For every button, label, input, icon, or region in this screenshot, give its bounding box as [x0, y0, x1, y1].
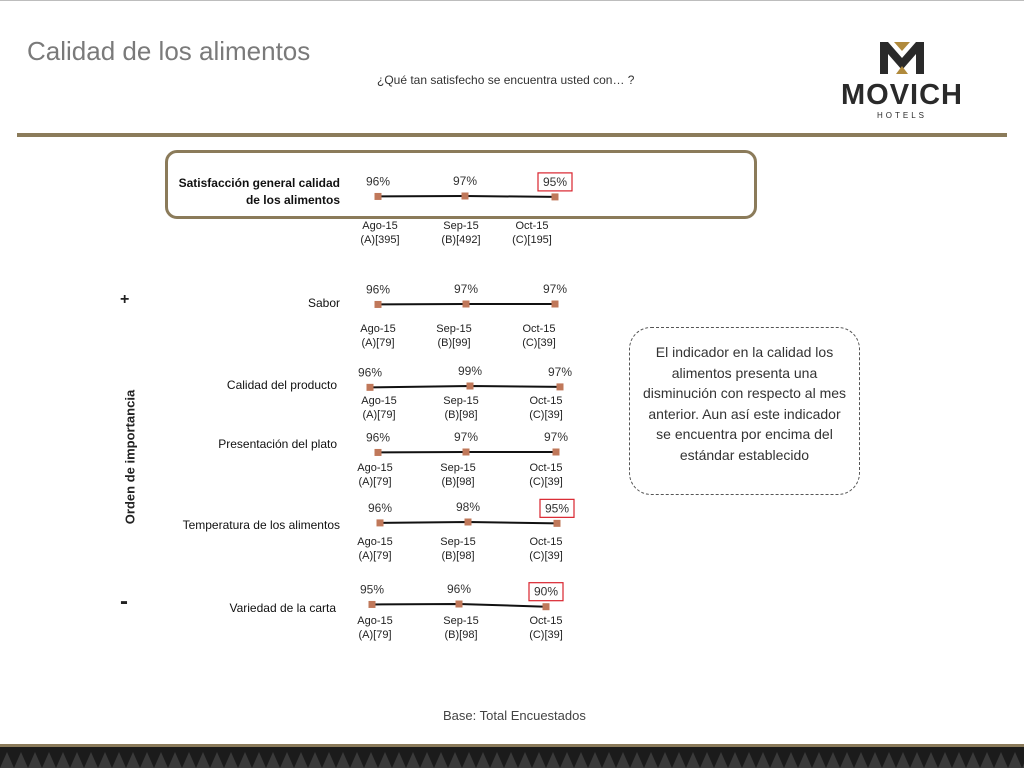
- base-label: (C)[39]: [522, 337, 556, 349]
- base-label: (B)[98]: [441, 476, 475, 488]
- data-point: [557, 383, 564, 390]
- data-label: 90%: [533, 584, 559, 599]
- data-label: 95%: [542, 174, 568, 189]
- data-label: 96%: [367, 500, 393, 515]
- page-title: Calidad de los alimentos: [27, 36, 311, 66]
- data-label: 96%: [357, 365, 383, 380]
- data-point: [369, 601, 376, 608]
- base-label: (B)[98]: [441, 550, 475, 562]
- footer-pattern: [0, 744, 1024, 768]
- category-label: Ago-15: [360, 323, 396, 335]
- row-label-line: de los alimentos: [245, 193, 340, 207]
- chart-3: [357, 430, 568, 488]
- data-label: 97%: [453, 282, 479, 296]
- chart-2: [358, 364, 572, 421]
- chart-1: [360, 282, 567, 349]
- data-point: [467, 383, 474, 390]
- base-label: (C)[39]: [529, 476, 563, 488]
- category-label: Oct-15: [529, 462, 563, 474]
- row-label-line: Calidad del producto: [226, 378, 337, 392]
- importance-axis-title: Orden de importancia: [122, 389, 138, 525]
- insight-note: El indicador en la calidad los alimentos presenta una disminución con respecto al mes anterior. Aun así este indicador se encuentra por encima del estándar establecido: [629, 327, 860, 495]
- data-point: [554, 520, 561, 527]
- chart-0: [360, 173, 572, 246]
- row-label-line: Temperatura de los alimentos: [182, 518, 340, 532]
- category-label: Sep-15: [436, 323, 472, 335]
- logo-sub: HOTELS: [876, 111, 928, 120]
- data-label: 95%: [544, 501, 570, 516]
- category-label: Sep-15: [440, 462, 476, 474]
- base-label: (A)[79]: [358, 476, 392, 488]
- category-label: Oct-15: [529, 615, 563, 627]
- plus-sign: +: [120, 291, 130, 308]
- base-label: (B)[99]: [437, 337, 471, 349]
- data-label: 97%: [542, 282, 568, 296]
- logo-brand: MOVICH: [841, 79, 963, 111]
- data-point: [553, 449, 560, 456]
- data-point: [367, 384, 374, 391]
- base-label: (A)[79]: [358, 550, 392, 562]
- data-point: [375, 301, 382, 308]
- data-point: [375, 193, 382, 200]
- base-label: (A)[395]: [360, 234, 400, 246]
- base-label: (B)[492]: [441, 234, 481, 246]
- base-label: (A)[79]: [361, 337, 395, 349]
- data-label: 97%: [543, 430, 569, 444]
- data-point: [462, 193, 469, 200]
- base-label: (A)[79]: [362, 409, 396, 421]
- category-label: Sep-15: [443, 220, 479, 232]
- category-label: Oct-15: [529, 395, 563, 407]
- data-point: [463, 449, 470, 456]
- category-label: Ago-15: [357, 462, 393, 474]
- base-label: (C)[39]: [529, 629, 563, 641]
- data-label: 95%: [359, 582, 385, 597]
- category-label: Sep-15: [443, 615, 479, 627]
- data-label: 96%: [365, 430, 391, 445]
- category-label: Oct-15: [522, 323, 556, 335]
- data-point: [552, 193, 559, 200]
- data-label: 96%: [365, 282, 391, 297]
- data-label: 98%: [455, 500, 481, 514]
- data-point: [456, 601, 463, 608]
- chart-4: [357, 499, 574, 562]
- minus-sign: -: [120, 588, 128, 615]
- data-label: 96%: [446, 582, 472, 596]
- data-label: 96%: [365, 174, 391, 189]
- base-label: (B)[98]: [444, 409, 478, 421]
- category-label: Ago-15: [361, 395, 397, 407]
- category-label: Sep-15: [443, 395, 479, 407]
- data-label: 97%: [547, 364, 573, 379]
- row-label-line: Presentación del plato: [218, 437, 337, 451]
- base-label: (C)[39]: [529, 550, 563, 562]
- base-label: (B)[98]: [444, 629, 478, 641]
- data-point: [463, 301, 470, 308]
- base-note: Base: Total Encuestados: [443, 708, 586, 723]
- data-point: [543, 603, 550, 610]
- row-label-line: Satisfacción general calidad: [178, 176, 340, 190]
- data-label: 97%: [452, 174, 478, 188]
- data-point: [377, 519, 384, 526]
- chart-5: [357, 582, 563, 641]
- series-line: [370, 386, 560, 387]
- base-label: (C)[39]: [529, 409, 563, 421]
- category-label: Sep-15: [440, 536, 476, 548]
- data-label: 97%: [453, 430, 479, 444]
- base-label: (C)[195]: [512, 234, 552, 246]
- category-label: Ago-15: [362, 220, 398, 232]
- data-label: 99%: [457, 364, 483, 378]
- data-point: [375, 449, 382, 456]
- category-label: Ago-15: [357, 536, 393, 548]
- category-label: Oct-15: [529, 536, 563, 548]
- data-point: [552, 301, 559, 308]
- row-label-line: Sabor: [307, 296, 340, 310]
- data-point: [465, 519, 472, 526]
- row-label-line: Variedad de la carta: [229, 601, 336, 615]
- category-label: Ago-15: [357, 615, 393, 627]
- survey-question: ¿Qué tan satisfecho se encuentra usted con… ?: [377, 73, 635, 87]
- base-label: (A)[79]: [358, 629, 392, 641]
- category-label: Oct-15: [515, 220, 549, 232]
